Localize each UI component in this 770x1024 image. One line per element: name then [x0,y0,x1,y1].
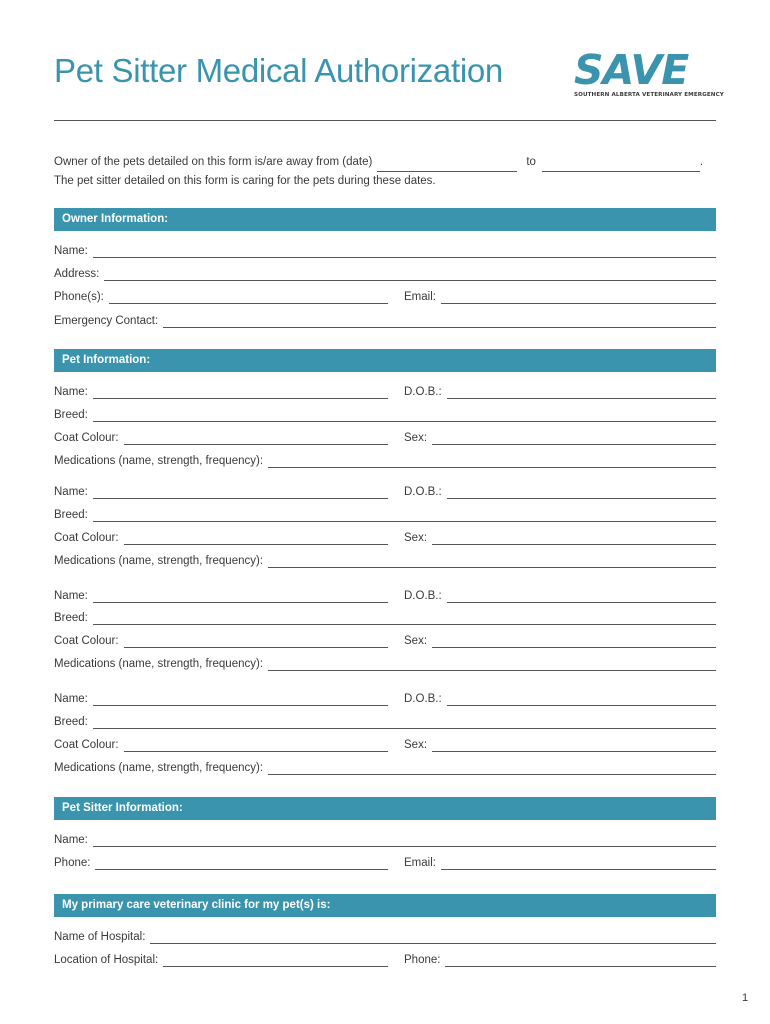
pet2-sex-field[interactable]: Sex: [404,529,716,545]
hospital-location-field[interactable]: Location of Hospital: [54,951,388,967]
pet3-meds-row [54,655,716,671]
sitter-name-row [54,831,716,847]
sitter-section-header: Pet Sitter Information: [54,797,716,820]
pet1-meds-field[interactable]: Medications (name, strength, frequency): [54,452,716,468]
page-title: Pet Sitter Medical Authorization [54,52,503,89]
pet1-meds-row [54,452,716,468]
pet-section-header: Pet Information: [54,349,716,372]
intro-to-label: to [526,156,536,168]
pet2-name-field[interactable]: Name: [54,483,388,499]
owner-name-field[interactable] [54,242,716,258]
owner-emergency-row [54,312,716,328]
pet4-breed-field[interactable]: Breed: [54,713,716,729]
owner-phone-label: Phone(s): [54,291,104,303]
owner-email-label: Email: [404,291,436,303]
pet1-breed-row [54,406,716,422]
intro-period: . [699,156,704,168]
pet3-breed-field[interactable]: Breed: [54,609,716,625]
pet4-name-row [54,690,716,706]
pet1-name-row [54,383,716,399]
away-to-date-field[interactable] [542,160,700,172]
sitter-phone-field[interactable]: Phone: [54,854,388,870]
intro-line-dates [54,153,716,172]
pet2-dob-field[interactable]: D.O.B.: [404,483,716,499]
pet2-meds-row [54,552,716,568]
owner-email-field[interactable] [404,288,716,304]
pet4-meds-field[interactable]: Medications (name, strength, frequency): [54,759,716,775]
pet3-coat-row [54,632,716,648]
clinic-name-row [54,928,716,944]
save-logo [574,46,724,100]
pet1-dob-field[interactable]: D.O.B.: [404,383,716,399]
pet3-breed-row [54,609,716,625]
owner-phone-field[interactable] [54,288,388,304]
logo-tagline: SOUTHERN ALBERTA VETERINARY EMERGENCY [574,92,724,98]
clinic-section-header: My primary care veterinary clinic for my pet(s) is: [54,894,716,917]
pet4-meds-row [54,759,716,775]
pet4-coat-field[interactable]: Coat Colour: [54,736,388,752]
intro-away-label: Owner of the pets detailed on this form is/are away from (date) [54,156,373,168]
intro-line-sitter: The pet sitter detailed on this form is caring for the pets during these dates. [54,175,436,187]
pet3-meds-field[interactable]: Medications (name, strength, frequency): [54,655,716,671]
owner-address-label: Address: [54,268,100,280]
pet3-name-row [54,587,716,603]
header-divider [54,120,716,121]
intro-text [54,153,716,191]
sitter-contact-row [54,854,716,870]
sitter-email-field[interactable]: Email: [404,854,716,870]
pet3-dob-field[interactable]: D.O.B.: [404,587,716,603]
hospital-phone-field[interactable]: Phone: [404,951,716,967]
pet4-name-field[interactable]: Name: [54,690,388,706]
pet2-name-row [54,483,716,499]
pet1-breed-field[interactable]: Breed: [54,406,716,422]
pet4-sex-field[interactable]: Sex: [404,736,716,752]
pet2-breed-field[interactable]: Breed: [54,506,716,522]
pet1-name-field[interactable]: Name: [54,383,388,399]
pet1-coat-field[interactable]: Coat Colour: [54,429,388,445]
clinic-location-row [54,951,716,967]
pet4-coat-row [54,736,716,752]
pet4-breed-row [54,713,716,729]
pet2-meds-field[interactable]: Medications (name, strength, frequency): [54,552,716,568]
owner-name-label: Name: [54,245,88,257]
sitter-name-field[interactable]: Name: [54,831,716,847]
owner-address-row [54,265,716,281]
pet2-breed-row [54,506,716,522]
owner-emergency-field[interactable] [54,312,716,328]
owner-contact-row [54,288,716,304]
owner-name-row [54,242,716,258]
pet2-coat-field[interactable]: Coat Colour: [54,529,388,545]
page-number: 1 [742,992,749,1004]
pet3-name-field[interactable]: Name: [54,587,388,603]
pet1-coat-row [54,429,716,445]
hospital-name-field[interactable]: Name of Hospital: [54,928,716,944]
pet1-sex-field[interactable]: Sex: [404,429,716,445]
pet3-coat-field[interactable]: Coat Colour: [54,632,388,648]
owner-section-header: Owner Information: [54,208,716,231]
pet2-coat-row [54,529,716,545]
away-from-date-field[interactable] [377,160,517,172]
logo-wordmark: SAVE [574,46,689,94]
pet3-sex-field[interactable]: Sex: [404,632,716,648]
pet4-dob-field[interactable]: D.O.B.: [404,690,716,706]
owner-emergency-label: Emergency Contact: [54,315,159,327]
owner-address-field[interactable] [54,265,716,281]
